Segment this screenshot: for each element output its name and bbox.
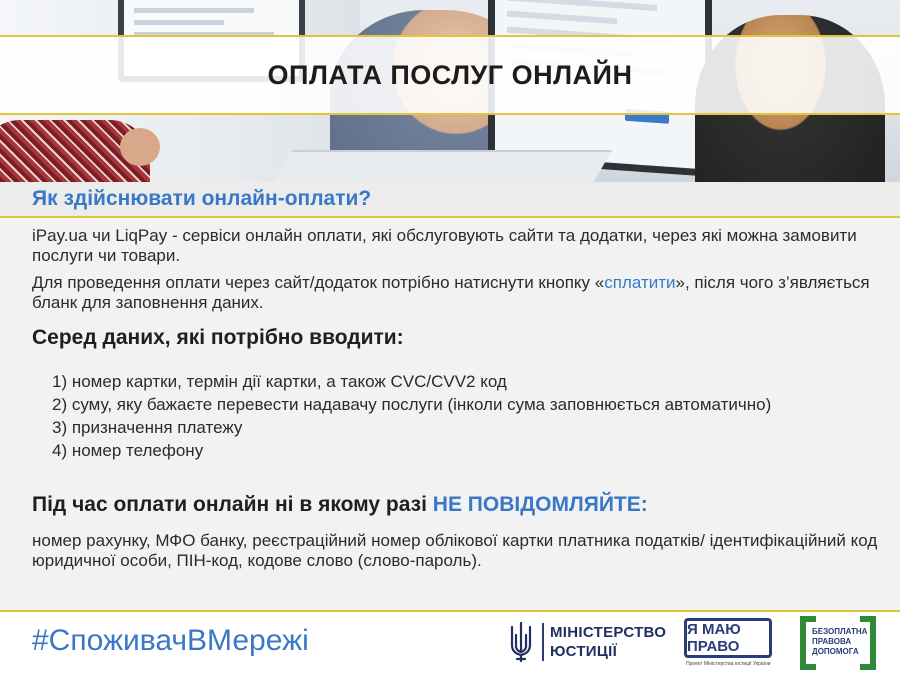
ministry-text <box>542 623 666 661</box>
list-item: 4) номер телефону <box>52 441 204 460</box>
list-item: 3) призначення платежу <box>52 418 243 437</box>
content-panel <box>0 218 900 610</box>
footer-divider <box>0 610 900 612</box>
hand <box>120 128 160 166</box>
data-subheading: Серед даних, які потрібно вводити: <box>32 326 404 349</box>
i-have-right-logo <box>684 616 776 668</box>
forbidden-data-paragraph: номер рахунку, МФО банку, реєстраційний номер облікової картки платника податків/ ідентифікаційний код юридичної особи, ПІН-код, кодове слово (слово-пароль). <box>32 531 878 570</box>
ministry-line-2: ЮСТИЦІЇ <box>550 643 618 660</box>
free-aid-line-3: ДОПОМОГА <box>812 647 859 656</box>
ministry-of-justice-logo <box>508 618 678 666</box>
intro-paragraph: iPay.ua чи LiqPay - сервіси онлайн оплати, які обслуговують сайти та додатки, через які можна замовити послуги чи товари. <box>32 226 857 265</box>
i-have-right-badge <box>684 618 772 658</box>
list-item: 1) номер картки, термін дії картки, а також CVC/CVV2 код <box>52 372 507 391</box>
i-have-right-caption: Проект Міністерства юстиції України <box>686 661 771 667</box>
free-legal-aid-text <box>812 627 868 657</box>
instruction-paragraph <box>32 273 872 313</box>
list-item: 2) суму, яку бажаєте перевести надавачу послуги (інколи сума заповнюється автоматично) <box>52 395 772 414</box>
title-banner <box>0 35 900 115</box>
data-list <box>52 370 771 462</box>
instruction-text-after: », після чого з’являється бланк для заповнення даних. <box>32 273 870 312</box>
hashtag: #СпоживачВМережі <box>32 624 309 657</box>
keyboard <box>268 150 612 182</box>
instruction-text-before: Для проведення оплати через сайт/додаток потрібно натиснути кнопку « <box>32 273 605 292</box>
warning-lead: Під час оплати онлайн ні в якому разі <box>32 493 433 516</box>
ministry-line-1: МІНІСТЕРСТВО <box>550 624 667 641</box>
question-heading: Як здійснювати онлайн-оплати? <box>32 187 372 210</box>
page-title: ОПЛАТА ПОСЛУГ ОНЛАЙН <box>267 59 633 90</box>
trident-icon <box>508 621 534 663</box>
warning-heading <box>32 493 648 517</box>
warning-accent: НЕ ПОВІДОМЛЯЙТЕ: <box>432 493 648 516</box>
free-aid-line-2: ПРАВОВА <box>812 637 852 646</box>
pay-link-text: сплатити <box>604 273 676 292</box>
free-legal-aid-logo <box>800 616 876 670</box>
question-bar <box>0 182 900 218</box>
i-have-right-text: Я МАЮ ПРАВО <box>687 621 741 655</box>
free-aid-line-1: БЕЗОПЛАТНА <box>812 627 868 636</box>
